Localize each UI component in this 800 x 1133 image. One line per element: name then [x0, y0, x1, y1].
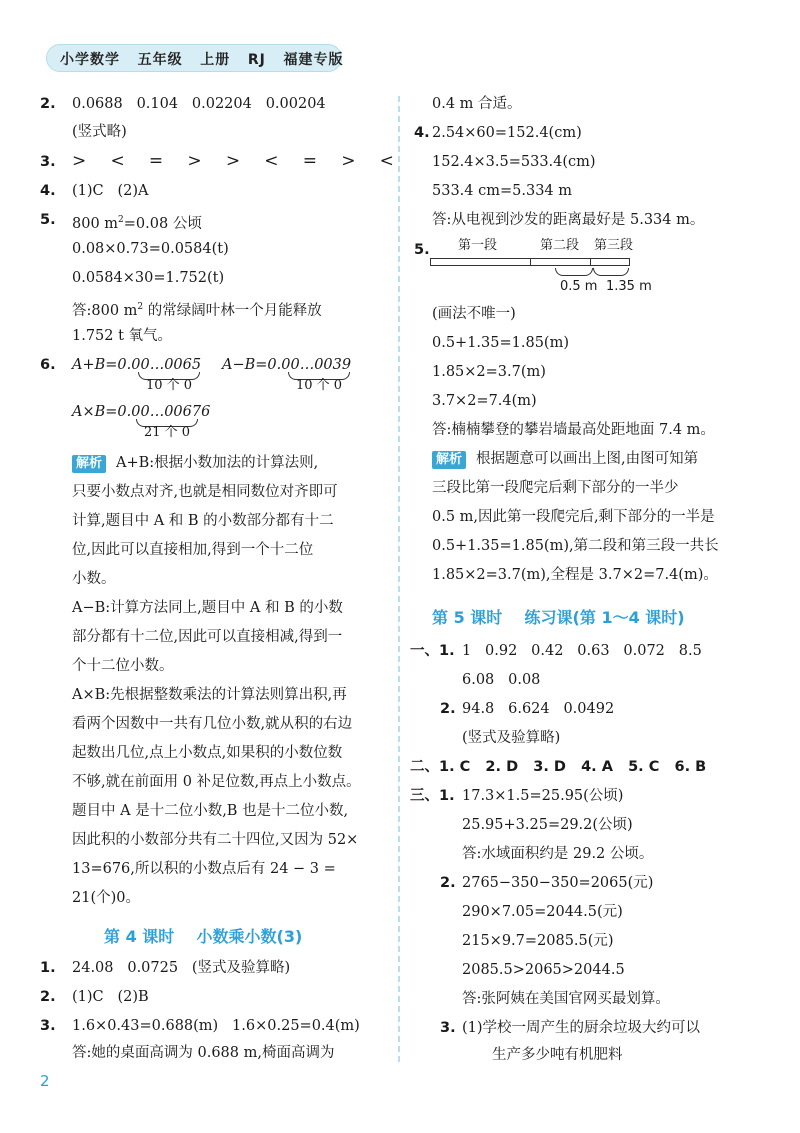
segment-value-b: 1.35 m	[606, 279, 652, 294]
q5-line1: 800 $m^2=0.08$ 公顷	[72, 215, 202, 232]
q4-answer: (1)C (2)A	[72, 183, 149, 199]
segment-brace-a	[555, 268, 593, 276]
r-q4-line4: 答:从电视到沙发的距离最好是 5.334 m。	[432, 212, 705, 228]
segment-label-2: 第二段	[540, 238, 580, 253]
s4-q2-answer: (1)C (2)B	[72, 989, 149, 1005]
analysis-tag: 解析	[72, 455, 106, 473]
r-q4-line3: 533.4 cm=5.334 m	[432, 183, 573, 199]
header-title: 小学数学 五年级 上册 RJ 福建专版	[60, 52, 344, 68]
r-q5-number: 5.	[414, 242, 430, 258]
explanation-line9: A×B:先根据整数乘法的计算法则算出积,再	[72, 687, 347, 703]
segment-label-1: 第一段	[458, 238, 498, 253]
q6-sum: A+B=0.00…0065	[72, 357, 202, 373]
p1-number: 一、1.	[410, 643, 455, 659]
explanation-line11: 起数出几位,点上小数点,如果积的小数位数	[72, 745, 343, 761]
q3-number: 3.	[40, 154, 56, 170]
segment-label-3: 第三段	[594, 238, 634, 253]
section-lesson5-title: 第 5 课时 练习课(第 1～4 课时)	[432, 608, 685, 627]
p2-answers: 二、1. C 2. D 3. D 4. A 5. C 6. B	[410, 759, 707, 775]
segment-divider-2	[590, 258, 591, 266]
explanation-line15: 13=676,所以积的小数点后有 24 − 3 =	[72, 861, 336, 877]
explanation-line4: 位,因此可以直接相加,得到一个十二位	[72, 542, 314, 558]
r-analysis-tag: 解析	[432, 451, 466, 469]
p3-2-line4: 2085.5>2065>2044.5	[462, 962, 625, 978]
explanation-line6: A−B:计算方法同上,题目中 A 和 B 的小数	[72, 600, 343, 616]
r-q5-line1: (画法不唯一)	[432, 306, 516, 322]
p3-2-line1: 2765−350−350=2065(元)	[462, 875, 654, 891]
explanation-line8: 个十二位小数。	[72, 658, 174, 674]
r-q4-line1: 2.54×60=152.4(cm)	[432, 125, 582, 141]
q6-product-zeros: 21 个 0	[144, 425, 191, 440]
explanation-line10: 看两个因数中一共有几位小数,就从积的右边	[72, 716, 353, 732]
explanation-line2: 只要小数点对齐,也就是相同数位对齐即可	[72, 484, 338, 500]
section-lesson4-title: 第 4 课时 小数乘小数(3)	[104, 927, 303, 946]
p3-2-number: 2.	[440, 875, 456, 891]
explanation-line1: 解析 A+B:根据小数加法的计算法则,	[72, 453, 318, 473]
r-q5-line4: 3.7×2=7.4(m)	[432, 393, 537, 409]
p1-2-number: 2.	[440, 701, 456, 717]
explanation-line14: 因此积的小数部分共有二十四位,又因为 52×	[72, 832, 359, 848]
p3-2-line3: 215×9.7=2085.5(元)	[462, 933, 614, 949]
r-explanation-line3: 0.5 m,因此第一段爬完后,剩下部分的一半是	[432, 509, 715, 525]
p1-2-line1: 94.8 6.624 0.0492	[462, 701, 615, 717]
explanation-line13: 题目中 A 是十二位小数,B 也是十二位小数,	[72, 803, 349, 819]
q2-number: 2.	[40, 96, 56, 112]
explanation-line3: 计算,题目中 A 和 B 的小数部分都有十二	[72, 513, 334, 529]
q6-product: A×B=0.00…00676	[72, 404, 211, 420]
r-explanation-line1: 解析 根据题意可以画出上图,由图可知第	[432, 449, 698, 469]
s4-q1-answer: 24.08 0.0725 (竖式及验算略)	[72, 960, 291, 976]
p3-line3: 答:水域面积约是 29.2 公顷。	[462, 846, 654, 862]
q5-line3: 0.0584×30=1.752(t)	[72, 270, 225, 286]
q2-answer: 0.0688 0.104 0.02204 0.00204	[72, 96, 326, 112]
segment-value-a: 0.5 m	[560, 279, 598, 294]
segment-divider-1	[530, 258, 531, 266]
explanation-line16: 21(个)0。	[72, 890, 140, 906]
q4-number: 4.	[40, 183, 56, 199]
p3-line2: 25.95+3.25=29.2(公顷)	[462, 817, 633, 833]
p3-2-line5: 答:张阿姨在美国官网买最划算。	[462, 991, 670, 1007]
p1-line2: 6.08 0.08	[462, 672, 541, 688]
explanation-line7: 部分都有十二位,因此可以直接相减,得到一	[72, 629, 343, 645]
p3-line1: 17.3×1.5=25.95(公顷)	[462, 788, 624, 804]
explanation-line5: 小数。	[72, 571, 116, 587]
r-q4-line2: 152.4×3.5=533.4(cm)	[432, 154, 596, 170]
column-divider	[398, 96, 400, 1062]
q2-note: (竖式略)	[72, 124, 127, 140]
p3-3-line2: 生产多少吨有机肥料	[492, 1047, 623, 1063]
q5-line2: 0.08×0.73=0.0584(t)	[72, 241, 229, 257]
segment-brace-b	[593, 268, 629, 276]
page-number: 2	[40, 1072, 50, 1090]
s4-q1-number: 1.	[40, 960, 56, 976]
p3-2-line2: 290×7.05=2044.5(元)	[462, 904, 623, 920]
s4-q2-number: 2.	[40, 989, 56, 1005]
r-continued-line: 0.4 m 合适。	[432, 96, 522, 112]
s4-q3-line2: 答:她的桌面高调为 0.688 m,椅面高调为	[72, 1045, 335, 1061]
explanation-line12: 不够,就在前面用 0 补足位数,再点上小数点。	[72, 774, 361, 790]
p3-3-line1: (1)学校一周产生的厨余垃圾大约可以	[462, 1020, 701, 1036]
q5-line5: 1.752 t 氧气。	[72, 328, 173, 344]
q6-difference-zeros: 10 个 0	[296, 378, 343, 393]
p3-3-number: 3.	[440, 1020, 456, 1036]
s4-q3-line1: 1.6×0.43=0.688(m) 1.6×0.25=0.4(m)	[72, 1018, 360, 1034]
p1-line1: 1 0.92 0.42 0.63 0.072 8.5	[462, 643, 702, 659]
r-explanation-line5: 1.85×2=3.7(m),全程是 3.7×2=7.4(m)。	[432, 567, 718, 583]
q5-number: 5.	[40, 212, 56, 228]
r-explanation-line4: 0.5+1.35=1.85(m),第二段和第三段一共长	[432, 538, 719, 554]
p3-number: 三、1.	[410, 788, 455, 804]
r-q5-line5: 答:楠楠攀登的攀岩墙最高处距地面 7.4 m。	[432, 422, 715, 438]
q6-sum-zeros: 10 个 0	[146, 378, 193, 393]
q6-number: 6.	[40, 357, 56, 373]
r-q4-number: 4.	[414, 125, 430, 141]
r-explanation-line2: 三段比第一段爬完后剩下部分的一半少	[432, 480, 679, 496]
p1-2-line2: (竖式及验算略)	[462, 730, 561, 746]
q3-answer: > < = > > < = > <	[72, 151, 396, 171]
s4-q3-number: 3.	[40, 1018, 56, 1034]
r-q5-line3: 1.85×2=3.7(m)	[432, 364, 546, 380]
q6-difference: A−B=0.00…0039	[222, 357, 352, 373]
r-q5-line2: 0.5+1.35=1.85(m)	[432, 335, 569, 351]
q5-line4: 答:800 $m^2$ 的常绿阔叶林一个月能释放	[72, 302, 322, 319]
